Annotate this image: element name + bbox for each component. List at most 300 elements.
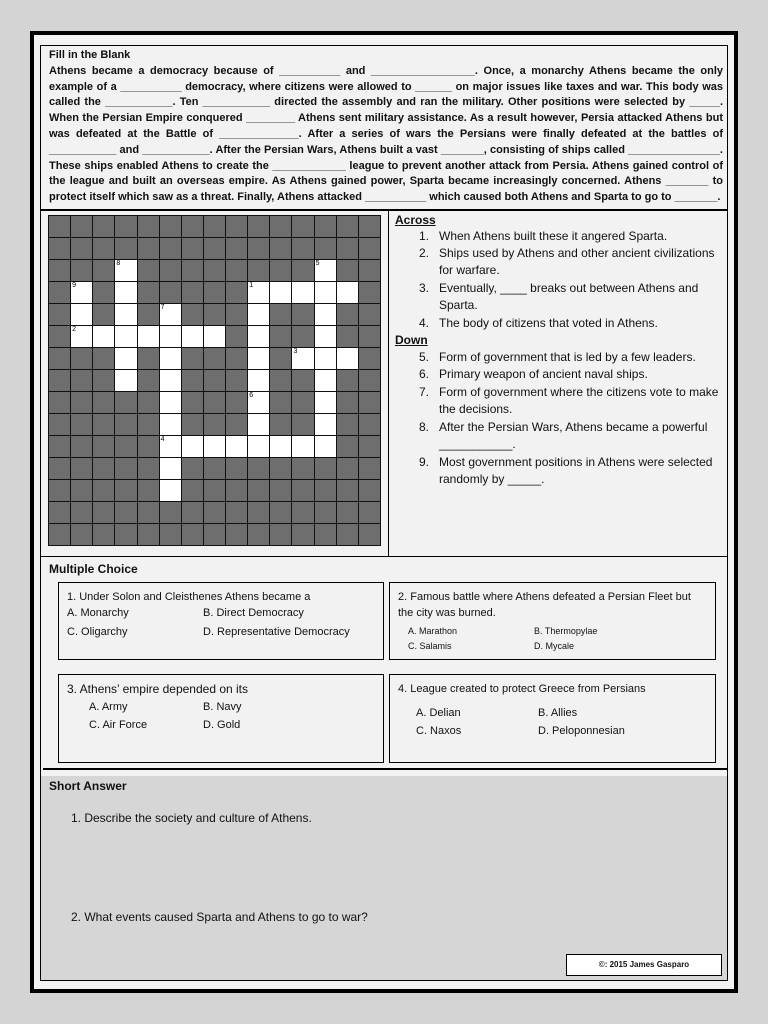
worksheet: [30, 31, 738, 993]
mc-option-b[interactable]: B. Thermopylae: [534, 626, 598, 636]
crossword-cell[interactable]: [159, 413, 182, 436]
clue-number: 6.: [418, 367, 429, 381]
clue-number: 4.: [418, 316, 429, 330]
crossword-block: [291, 215, 314, 238]
crossword-block: [247, 215, 270, 238]
crossword-block: [70, 259, 93, 282]
clue-text: Eventually, ____ breaks out between Athens and Sparta.: [439, 281, 699, 312]
mc-option-a[interactable]: A. Delian: [416, 707, 461, 719]
crossword-block: [159, 523, 182, 546]
mc-question-2: [389, 582, 716, 660]
clue-text: Form of government that is led by a few leaders.: [439, 350, 696, 364]
crossword-block: [92, 215, 115, 238]
crossword-block: [137, 457, 160, 480]
crossword-block: [358, 259, 381, 282]
crossword-block: [92, 479, 115, 502]
crossword-cell[interactable]: [314, 413, 337, 436]
crossword-block: [247, 501, 270, 524]
crossword-block: [203, 457, 226, 480]
down-clue-7: [411, 384, 721, 418]
crossword-block: [203, 259, 226, 282]
crossword-block: [269, 303, 292, 326]
crossword-cell[interactable]: [92, 325, 115, 348]
crossword-block: [70, 237, 93, 260]
crossword-block: [92, 347, 115, 370]
crossword-block: [314, 215, 337, 238]
crossword-block: [92, 501, 115, 524]
crossword-block: [336, 237, 359, 260]
crossword-block: [225, 215, 248, 238]
crossword-block: [314, 237, 337, 260]
crossword-block: [181, 347, 204, 370]
crossword-block: [48, 523, 71, 546]
crossword-block: [137, 281, 160, 304]
crossword-block: [137, 215, 160, 238]
crossword-block: [114, 237, 137, 260]
mc-option-a[interactable]: A. Army: [89, 701, 128, 713]
crossword-block: [48, 215, 71, 238]
crossword-block: [92, 281, 115, 304]
crossword-block: [114, 215, 137, 238]
mc-option-d[interactable]: D. Representative Democracy: [203, 626, 350, 638]
crossword-block: [114, 413, 137, 436]
crossword-block: [291, 325, 314, 348]
down-heading: Down: [395, 333, 428, 347]
crossword-block: [181, 457, 204, 480]
clues-section: [389, 211, 727, 556]
crossword-cell[interactable]: [314, 325, 337, 348]
crossword-cell[interactable]: [247, 325, 270, 348]
crossword-cell[interactable]: [159, 391, 182, 414]
crossword-block: [269, 523, 292, 546]
crossword-block: [225, 369, 248, 392]
crossword-block: [314, 501, 337, 524]
crossword-block: [70, 523, 93, 546]
crossword-block: [269, 215, 292, 238]
mc-option-d[interactable]: D. Peloponnesian: [538, 725, 625, 737]
crossword-block: [137, 303, 160, 326]
crossword-block: [225, 457, 248, 480]
crossword-block: [48, 391, 71, 414]
crossword-block: [48, 259, 71, 282]
crossword-block: [225, 259, 248, 282]
crossword-cell[interactable]: [203, 325, 226, 348]
crossword-cell[interactable]: [225, 435, 248, 458]
crossword-block: [181, 501, 204, 524]
crossword-block: [114, 479, 137, 502]
crossword-block: [291, 413, 314, 436]
mc-question-text: 3. Athens’ empire depended on its: [67, 682, 249, 696]
crossword-block: [291, 369, 314, 392]
down-clue-6: [411, 366, 721, 383]
crossword-block: [269, 325, 292, 348]
crossword-block: [181, 215, 204, 238]
clue-text: Ships used by Athens and other ancient civilizations for warfare.: [439, 246, 715, 277]
short-answer-title: Short Answer: [49, 779, 127, 793]
crossword-block: [336, 369, 359, 392]
crossword-block: [269, 479, 292, 502]
short-answer-section: [41, 776, 727, 980]
crossword-block: [336, 435, 359, 458]
short-answer-question-1: 1. Describe the society and culture of Athens.: [71, 811, 312, 825]
crossword-block: [70, 479, 93, 502]
crossword-block: [181, 303, 204, 326]
crossword-block: [291, 457, 314, 480]
crossword-block: [159, 237, 182, 260]
crossword-block: [247, 479, 270, 502]
crossword-block: [225, 237, 248, 260]
crossword-block: [358, 501, 381, 524]
mc-question-3: [58, 674, 384, 763]
fill-in-blank-section: [41, 46, 727, 211]
crossword-cell[interactable]: [137, 325, 160, 348]
crossword-block: [137, 391, 160, 414]
crossword-cell[interactable]: [247, 347, 270, 370]
down-clue-8: [411, 419, 721, 453]
clue-text: Primary weapon of ancient naval ships.: [439, 367, 648, 381]
crossword-cell[interactable]: [159, 435, 182, 458]
crossword-block: [137, 259, 160, 282]
crossword-block: [181, 479, 204, 502]
crossword-block: [336, 259, 359, 282]
crossword-block: [92, 457, 115, 480]
crossword-cell[interactable]: [269, 435, 292, 458]
crossword-cell[interactable]: [70, 325, 93, 348]
clue-number-label: 2: [72, 326, 77, 333]
crossword-block: [203, 237, 226, 260]
crossword-block: [225, 413, 248, 436]
crossword-block: [181, 413, 204, 436]
mc-option-d[interactable]: D. Gold: [203, 719, 241, 731]
crossword-block: [336, 479, 359, 502]
crossword-block: [203, 501, 226, 524]
crossword-cell[interactable]: [70, 281, 93, 304]
crossword-block: [358, 303, 381, 326]
crossword-block: [70, 413, 93, 436]
crossword-block: [203, 369, 226, 392]
crossword-block: [336, 413, 359, 436]
crossword-block: [358, 435, 381, 458]
crossword-cell[interactable]: [247, 369, 270, 392]
crossword-cell[interactable]: [291, 435, 314, 458]
crossword-block: [225, 347, 248, 370]
crossword-cell[interactable]: [159, 479, 182, 502]
crossword-block: [225, 391, 248, 414]
clue-number: 9.: [418, 455, 429, 469]
crossword-cell[interactable]: [314, 369, 337, 392]
crossword-cell[interactable]: [291, 281, 314, 304]
crossword-cell[interactable]: [114, 259, 137, 282]
crossword-block: [114, 435, 137, 458]
crossword-block: [203, 303, 226, 326]
crossword-cell[interactable]: [314, 281, 337, 304]
crossword-block: [336, 457, 359, 480]
crossword-block: [336, 523, 359, 546]
crossword-block: [225, 523, 248, 546]
crossword-block: [48, 281, 71, 304]
mc-option-c[interactable]: C. Oligarchy: [67, 626, 128, 638]
crossword-block: [137, 435, 160, 458]
clue-number-label: 5: [315, 260, 320, 267]
clue-number: 7.: [418, 385, 429, 399]
crossword-block: [358, 215, 381, 238]
crossword-cell[interactable]: [181, 435, 204, 458]
crossword-cell[interactable]: [114, 303, 137, 326]
clue-number-label: 8: [116, 260, 121, 267]
clue-text: The body of citizens that voted in Athens.: [439, 316, 658, 330]
crossword-block: [114, 523, 137, 546]
crossword-block: [247, 457, 270, 480]
clue-number: 8.: [418, 420, 429, 434]
crossword-block: [358, 347, 381, 370]
mc-option-b[interactable]: B. Allies: [538, 707, 578, 719]
crossword-block: [114, 391, 137, 414]
crossword-block: [358, 391, 381, 414]
short-answer-question-2: 2. What events caused Sparta and Athens to go to war?: [71, 910, 368, 924]
crossword-block: [159, 501, 182, 524]
crossword-block: [269, 457, 292, 480]
crossword-block: [247, 523, 270, 546]
mc-question-1: [58, 582, 384, 660]
crossword-block: [336, 501, 359, 524]
crossword-grid: [48, 215, 380, 545]
across-heading: Across: [395, 213, 436, 227]
across-clue-1: [411, 228, 721, 245]
down-clue-9: [411, 454, 721, 488]
crossword-block: [70, 457, 93, 480]
crossword-block: [291, 237, 314, 260]
crossword-block: [181, 281, 204, 304]
crossword-block: [203, 413, 226, 436]
crossword-block: [48, 457, 71, 480]
crossword-block: [203, 523, 226, 546]
crossword-block: [70, 501, 93, 524]
crossword-cell[interactable]: [114, 325, 137, 348]
crossword-block: [181, 237, 204, 260]
crossword-block: [314, 479, 337, 502]
crossword-block: [137, 501, 160, 524]
crossword-block: [225, 281, 248, 304]
crossword-block: [48, 303, 71, 326]
crossword-section: [41, 211, 389, 556]
crossword-block: [291, 259, 314, 282]
clue-number-label: 4: [160, 436, 165, 443]
crossword-block: [269, 501, 292, 524]
crossword-block: [269, 369, 292, 392]
crossword-block: [48, 501, 71, 524]
crossword-block: [70, 215, 93, 238]
mc-option-b[interactable]: B. Navy: [203, 701, 242, 713]
crossword-block: [70, 391, 93, 414]
crossword-block: [137, 523, 160, 546]
crossword-block: [48, 413, 71, 436]
crossword-block: [48, 479, 71, 502]
crossword-block: [203, 215, 226, 238]
mc-option-a[interactable]: A. Monarchy: [67, 607, 129, 619]
fill-in-blank-title: Fill in the Blank: [49, 49, 131, 61]
crossword-block: [92, 369, 115, 392]
crossword-cell[interactable]: [203, 435, 226, 458]
crossword-block: [92, 237, 115, 260]
crossword-block: [137, 237, 160, 260]
clue-text: When Athens built these it angered Sparta.: [439, 229, 668, 243]
multiple-choice-section: [41, 556, 727, 777]
crossword-cell[interactable]: [314, 347, 337, 370]
multiple-choice-title: Multiple Choice: [49, 562, 138, 576]
mc-question-text: 4. League created to protect Greece from Persians: [398, 683, 646, 695]
crossword-cell[interactable]: [247, 391, 270, 414]
crossword-cell[interactable]: [247, 413, 270, 436]
crossword-block: [114, 457, 137, 480]
clue-text: After the Persian Wars, Athens became a powerful ___________.: [439, 420, 708, 451]
clue-number-label: 1: [249, 282, 254, 289]
crossword-block: [225, 303, 248, 326]
crossword-cell[interactable]: [159, 347, 182, 370]
crossword-block: [203, 391, 226, 414]
crossword-block: [336, 391, 359, 414]
crossword-block: [336, 215, 359, 238]
crossword-cell[interactable]: [70, 303, 93, 326]
crossword-cell[interactable]: [159, 369, 182, 392]
crossword-block: [137, 347, 160, 370]
worksheet-inner: [40, 45, 728, 981]
crossword-block: [48, 237, 71, 260]
crossword-cell[interactable]: [314, 259, 337, 282]
crossword-block: [92, 391, 115, 414]
crossword-block: [291, 479, 314, 502]
crossword-cell[interactable]: [314, 303, 337, 326]
crossword-block: [181, 369, 204, 392]
crossword-cell[interactable]: [159, 457, 182, 480]
crossword-cell[interactable]: [181, 325, 204, 348]
mc-option-c[interactable]: C. Salamis: [408, 641, 452, 651]
clue-number: 1.: [418, 229, 429, 243]
crossword-block: [92, 523, 115, 546]
mc-option-c[interactable]: C. Naxos: [416, 725, 462, 737]
crossword-block: [291, 501, 314, 524]
crossword-block: [291, 303, 314, 326]
mc-question-4: [389, 674, 716, 763]
crossword-block: [181, 523, 204, 546]
crossword-block: [225, 325, 248, 348]
crossword-block: [137, 413, 160, 436]
crossword-block: [291, 523, 314, 546]
crossword-block: [314, 523, 337, 546]
crossword-block: [181, 259, 204, 282]
crossword-block: [269, 391, 292, 414]
mc-option-a[interactable]: A. Marathon: [408, 626, 458, 636]
crossword-cell[interactable]: [114, 369, 137, 392]
crossword-cell[interactable]: [314, 391, 337, 414]
crossword-block: [269, 259, 292, 282]
crossword-block: [137, 369, 160, 392]
crossword-block: [225, 501, 248, 524]
crossword-cell[interactable]: [114, 281, 137, 304]
crossword-block: [269, 237, 292, 260]
clue-number-label: 9: [72, 282, 77, 289]
crossword-cell[interactable]: [336, 347, 359, 370]
crossword-block: [358, 523, 381, 546]
crossword-block: [291, 391, 314, 414]
crossword-block: [269, 347, 292, 370]
crossword-block: [358, 479, 381, 502]
crossword-block: [203, 479, 226, 502]
mc-option-d[interactable]: D. Mycale: [534, 641, 575, 651]
crossword-block: [92, 413, 115, 436]
clue-number: 3.: [418, 281, 429, 295]
crossword-block: [203, 281, 226, 304]
crossword-cell[interactable]: [247, 281, 270, 304]
across-clue-3: [411, 280, 721, 314]
crossword-block: [181, 391, 204, 414]
clue-text: Form of government where the citizens vote to make the decisions.: [439, 385, 719, 416]
crossword-block: [358, 325, 381, 348]
crossword-block: [159, 215, 182, 238]
crossword-block: [358, 413, 381, 436]
mc-option-b[interactable]: B. Direct Democracy: [203, 607, 304, 619]
crossword-cell[interactable]: [247, 435, 270, 458]
crossword-cell[interactable]: [314, 435, 337, 458]
crossword-block: [92, 259, 115, 282]
crossword-block: [358, 457, 381, 480]
crossword-cell[interactable]: [159, 303, 182, 326]
crossword-block: [247, 237, 270, 260]
crossword-block: [48, 369, 71, 392]
crossword-block: [314, 457, 337, 480]
copyright-box: ©: 2015 James Gasparo: [566, 954, 722, 976]
across-clue-2: [411, 245, 721, 279]
down-clue-5: [411, 349, 721, 366]
crossword-block: [70, 435, 93, 458]
crossword-block: [48, 347, 71, 370]
crossword-cell[interactable]: [114, 347, 137, 370]
clue-number-label: 3: [293, 348, 298, 355]
clue-text: Most government positions in Athens were selected randomly by _____.: [439, 455, 713, 486]
crossword-block: [203, 347, 226, 370]
crossword-block: [70, 347, 93, 370]
crossword-block: [92, 435, 115, 458]
crossword-block: [137, 479, 160, 502]
clue-number: 5.: [418, 350, 429, 364]
crossword-block: [358, 281, 381, 304]
crossword-block: [114, 501, 137, 524]
crossword-block: [159, 259, 182, 282]
crossword-block: [269, 413, 292, 436]
crossword-block: [92, 303, 115, 326]
mc-option-c[interactable]: C. Air Force: [89, 719, 148, 731]
across-clue-4: [411, 315, 721, 332]
crossword-cell[interactable]: [336, 281, 359, 304]
crossword-block: [159, 281, 182, 304]
clue-number-label: 6: [249, 392, 254, 399]
fill-in-blank-text: Athens became a democracy because of __________ and _________________. Once, a monarchy Athens became the only example of a __________ democracy, where citizens were allowed to ______ on major issues like taxes and war. This body was called the ___________. Ten ___________ directed the assembly and ran the military. Other positions were selected by _____. When the Persian Empire conquered ________ Athens sent military assistance. As a result however, Persia attacked Athens but was defeated at the Battle of _____________. After a series of wars the Persians were finally defeated at the battles of ___________ and ___________. After the Persian Wars, Athens built a vast _______, consisting of ships called _______________. These ships enabled Athens to create the ____________ league to prevent another attack from Persia. Athens gained control of the league and built an overseas empire. As Athens gained power, Sparta became increasingly concerned. Athens _______ to protect itself which saw as a threat. Finally, Athens attacked __________ which caused both Athens and Sparta to go to _______.: [49, 64, 723, 204]
crossword-block: [336, 303, 359, 326]
crossword-block: [48, 435, 71, 458]
crossword-block: [358, 369, 381, 392]
clue-number: 2.: [418, 246, 429, 260]
crossword-block: [336, 325, 359, 348]
crossword-block: [358, 237, 381, 260]
section-divider: [43, 768, 727, 770]
crossword-cell[interactable]: [247, 303, 270, 326]
mc-question-text: 2. Famous battle where Athens defeated a Persian Fleet but the city was burned.: [398, 591, 691, 619]
clue-number-label: 7: [160, 304, 165, 311]
crossword-block: [225, 479, 248, 502]
crossword-cell[interactable]: [291, 347, 314, 370]
crossword-block: [48, 325, 71, 348]
crossword-cell[interactable]: [269, 281, 292, 304]
crossword-cell[interactable]: [159, 325, 182, 348]
